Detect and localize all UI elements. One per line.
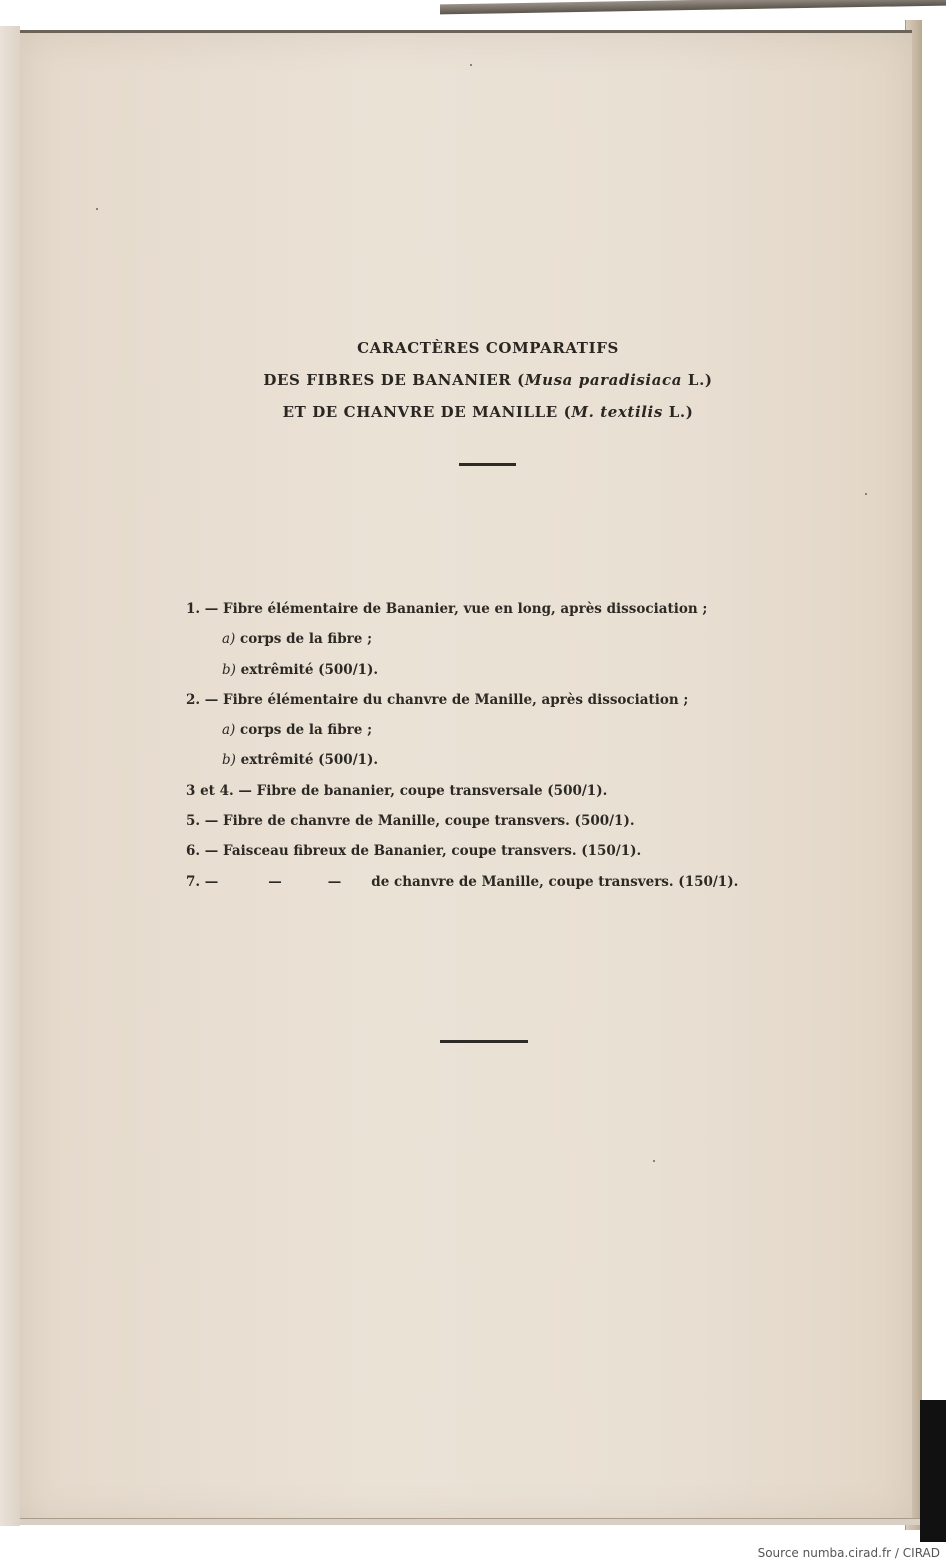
legend-item-1 [186, 594, 786, 624]
legend-item-5 [186, 806, 786, 836]
legend-text: 3 et 4. — Fibre de bananier, coupe transversale (500/1). [186, 782, 608, 799]
legend-number: 7. — [186, 873, 219, 890]
paper-speck [653, 1160, 655, 1162]
legend-subitem-2a [186, 715, 786, 745]
legend-item-7 [186, 867, 786, 897]
source-credit: Source numba.cirad.fr / CIRAD [757, 1546, 940, 1560]
book-top-edge [440, 0, 946, 14]
legend-text: 5. — Fibre de chanvre de Manille, coupe transvers. (500/1). [186, 813, 635, 830]
species-name: Musa paradisiaca [524, 371, 683, 389]
figure-legend [186, 594, 786, 897]
legend-text: 1. — Fibre élémentaire de Bananier, vue en long, après dissociation ; [186, 601, 708, 617]
legend-text: de chanvre de Manille, coupe transvers. (150/1). [371, 873, 739, 890]
book-binding-edge [0, 26, 20, 1526]
paper-speck [470, 64, 472, 66]
title-text: CARACTÈRES COMPARATIFS [357, 339, 619, 357]
legend-text: 2. — Fibre élémentaire du chanvre de Manille, après dissociation ; [186, 691, 689, 708]
species-name: M. textilis [571, 403, 663, 421]
legend-letter: b) [222, 661, 236, 678]
legend-letter: a) [222, 631, 236, 648]
ditto-dash: — [268, 873, 282, 890]
page-bottom-edge [20, 1518, 920, 1525]
title-text: DES FIBRES DE BANANIER ( [263, 371, 525, 389]
title-text: ET DE CHANVRE DE MANILLE ( [282, 403, 572, 421]
dark-background-corner [920, 1400, 946, 1542]
paper-speck [96, 208, 98, 210]
title-text: L.) [662, 403, 694, 421]
legend-item-2 [186, 685, 786, 715]
title-line-1 [200, 332, 776, 364]
legend-subitem-1b [186, 655, 786, 685]
legend-item-3-4 [186, 776, 786, 806]
legend-text: extrêmité (500/1). [235, 752, 379, 769]
legend-text: 6. — Faisceau fibreux de Bananier, coupe transvers. (150/1). [186, 843, 642, 860]
legend-subitem-1a [186, 624, 786, 654]
legend-letter: b) [222, 752, 236, 769]
title-divider-rule [459, 463, 516, 466]
legend-item-6 [186, 836, 786, 866]
legend-text: corps de la fibre ; [235, 722, 373, 739]
title-text: L.) [682, 371, 713, 389]
title-line-2 [200, 364, 776, 396]
plate-caption-title [200, 332, 776, 428]
legend-text: corps de la fibre ; [235, 631, 373, 648]
legend-subitem-2b [186, 745, 786, 775]
paper-speck [865, 493, 867, 495]
legend-letter: a) [222, 722, 236, 739]
title-line-3 [200, 396, 776, 428]
legend-text: extrêmité (500/1). [235, 661, 379, 678]
closing-rule [440, 1040, 528, 1043]
ditto-dash: — [327, 873, 342, 890]
